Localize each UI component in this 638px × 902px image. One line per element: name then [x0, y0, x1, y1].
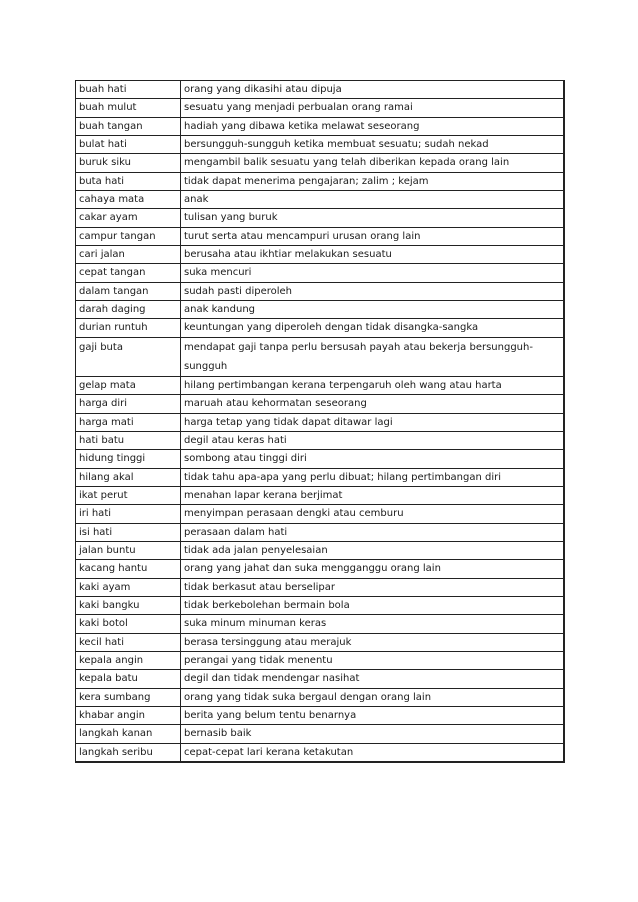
idiom-definition: tidak tahu apa-apa yang perlu dibuat; hilang pertimbangan diri	[181, 468, 564, 486]
idiom-term: buah mulut	[76, 99, 181, 117]
table-row	[76, 227, 564, 245]
idiom-definition: sombong atau tinggi diri	[181, 450, 564, 468]
idiom-definition: keuntungan yang diperoleh dengan tidak disangka-sangka	[181, 319, 564, 337]
table-row	[76, 651, 564, 669]
table-row	[76, 191, 564, 209]
idiom-term: campur tangan	[76, 227, 181, 245]
idiom-table	[75, 80, 565, 763]
idiom-definition: tidak berkebolehan bermain bola	[181, 596, 564, 614]
table-row	[76, 725, 564, 743]
table-row	[76, 633, 564, 651]
idiom-table-body	[76, 81, 564, 763]
idiom-term: buah tangan	[76, 117, 181, 135]
idiom-definition: bersungguh-sungguh ketika membuat sesuatu; sudah nekad	[181, 136, 564, 154]
idiom-definition: bernasib baik	[181, 725, 564, 743]
idiom-definition: menyimpan perasaan dengki atau cemburu	[181, 505, 564, 523]
idiom-term: ikat perut	[76, 486, 181, 504]
table-row	[76, 282, 564, 300]
table-row	[76, 541, 564, 559]
idiom-definition: perangai yang tidak menentu	[181, 651, 564, 669]
idiom-term: dalam tangan	[76, 282, 181, 300]
idiom-term: kaki botol	[76, 615, 181, 633]
idiom-term: langkah seribu	[76, 743, 181, 762]
idiom-term: buruk siku	[76, 154, 181, 172]
idiom-definition: sudah pasti diperoleh	[181, 282, 564, 300]
idiom-term: kepala batu	[76, 670, 181, 688]
idiom-definition: degil atau keras hati	[181, 431, 564, 449]
table-row	[76, 688, 564, 706]
idiom-definition: orang yang dikasihi atau dipuja	[181, 81, 564, 99]
idiom-term: cepat tangan	[76, 264, 181, 282]
idiom-term: hilang akal	[76, 468, 181, 486]
table-row	[76, 264, 564, 282]
idiom-definition: mendapat gaji tanpa perlu bersusah payah atau bekerja bersungguh-sungguh	[181, 337, 564, 376]
table-row	[76, 337, 564, 376]
table-row	[76, 319, 564, 337]
table-row	[76, 523, 564, 541]
table-row	[76, 209, 564, 227]
idiom-definition: hadiah yang dibawa ketika melawat seseorang	[181, 117, 564, 135]
table-row	[76, 615, 564, 633]
table-row	[76, 99, 564, 117]
idiom-term: kacang hantu	[76, 560, 181, 578]
table-row	[76, 707, 564, 725]
table-row	[76, 486, 564, 504]
table-row	[76, 413, 564, 431]
table-row	[76, 301, 564, 319]
idiom-term: isi hati	[76, 523, 181, 541]
idiom-definition: harga tetap yang tidak dapat ditawar lagi	[181, 413, 564, 431]
idiom-term: buta hati	[76, 172, 181, 190]
idiom-definition: suka minum minuman keras	[181, 615, 564, 633]
idiom-definition: tidak dapat menerima pengajaran; zalim ; kejam	[181, 172, 564, 190]
idiom-definition: turut serta atau mencampuri urusan orang lain	[181, 227, 564, 245]
idiom-definition: berusaha atau ikhtiar melakukan sesuatu	[181, 246, 564, 264]
idiom-term: khabar angin	[76, 707, 181, 725]
idiom-term: cahaya mata	[76, 191, 181, 209]
table-row	[76, 505, 564, 523]
table-row	[76, 450, 564, 468]
idiom-definition: menahan lapar kerana berjimat	[181, 486, 564, 504]
idiom-term: langkah kanan	[76, 725, 181, 743]
idiom-term: cakar ayam	[76, 209, 181, 227]
idiom-definition: orang yang tidak suka bergaul dengan orang lain	[181, 688, 564, 706]
idiom-term: harga diri	[76, 395, 181, 413]
idiom-term: hati batu	[76, 431, 181, 449]
idiom-term: durian runtuh	[76, 319, 181, 337]
table-row	[76, 154, 564, 172]
idiom-term: kecil hati	[76, 633, 181, 651]
idiom-term: gelap mata	[76, 376, 181, 394]
table-row	[76, 172, 564, 190]
idiom-term: kera sumbang	[76, 688, 181, 706]
idiom-term: harga mati	[76, 413, 181, 431]
idiom-definition: degil dan tidak mendengar nasihat	[181, 670, 564, 688]
idiom-definition: orang yang jahat dan suka mengganggu orang lain	[181, 560, 564, 578]
table-row	[76, 670, 564, 688]
table-row	[76, 246, 564, 264]
table-row	[76, 596, 564, 614]
idiom-definition: tulisan yang buruk	[181, 209, 564, 227]
idiom-term: kaki ayam	[76, 578, 181, 596]
idiom-definition: berita yang belum tentu benarnya	[181, 707, 564, 725]
idiom-definition: anak	[181, 191, 564, 209]
idiom-definition: berasa tersinggung atau merajuk	[181, 633, 564, 651]
idiom-term: jalan buntu	[76, 541, 181, 559]
idiom-definition: cepat-cepat lari kerana ketakutan	[181, 743, 564, 762]
table-row	[76, 578, 564, 596]
table-row	[76, 395, 564, 413]
table-row	[76, 376, 564, 394]
table-row	[76, 431, 564, 449]
idiom-definition: sesuatu yang menjadi perbualan orang ramai	[181, 99, 564, 117]
idiom-definition: mengambil balik sesuatu yang telah diberikan kepada orang lain	[181, 154, 564, 172]
table-row	[76, 136, 564, 154]
idiom-term: hidung tinggi	[76, 450, 181, 468]
table-row	[76, 81, 564, 99]
idiom-term: cari jalan	[76, 246, 181, 264]
idiom-term: darah daging	[76, 301, 181, 319]
table-row	[76, 468, 564, 486]
idiom-term: gaji buta	[76, 337, 181, 376]
table-row	[76, 117, 564, 135]
idiom-definition: anak kandung	[181, 301, 564, 319]
idiom-term: buah hati	[76, 81, 181, 99]
table-row	[76, 743, 564, 762]
idiom-term: bulat hati	[76, 136, 181, 154]
idiom-term: kepala angin	[76, 651, 181, 669]
idiom-definition: tidak ada jalan penyelesaian	[181, 541, 564, 559]
idiom-definition: perasaan dalam hati	[181, 523, 564, 541]
idiom-term: kaki bangku	[76, 596, 181, 614]
idiom-definition: hilang pertimbangan kerana terpengaruh oleh wang atau harta	[181, 376, 564, 394]
idiom-definition: tidak berkasut atau berselipar	[181, 578, 564, 596]
idiom-definition: maruah atau kehormatan seseorang	[181, 395, 564, 413]
idiom-definition: suka mencuri	[181, 264, 564, 282]
idiom-term: iri hati	[76, 505, 181, 523]
table-row	[76, 560, 564, 578]
